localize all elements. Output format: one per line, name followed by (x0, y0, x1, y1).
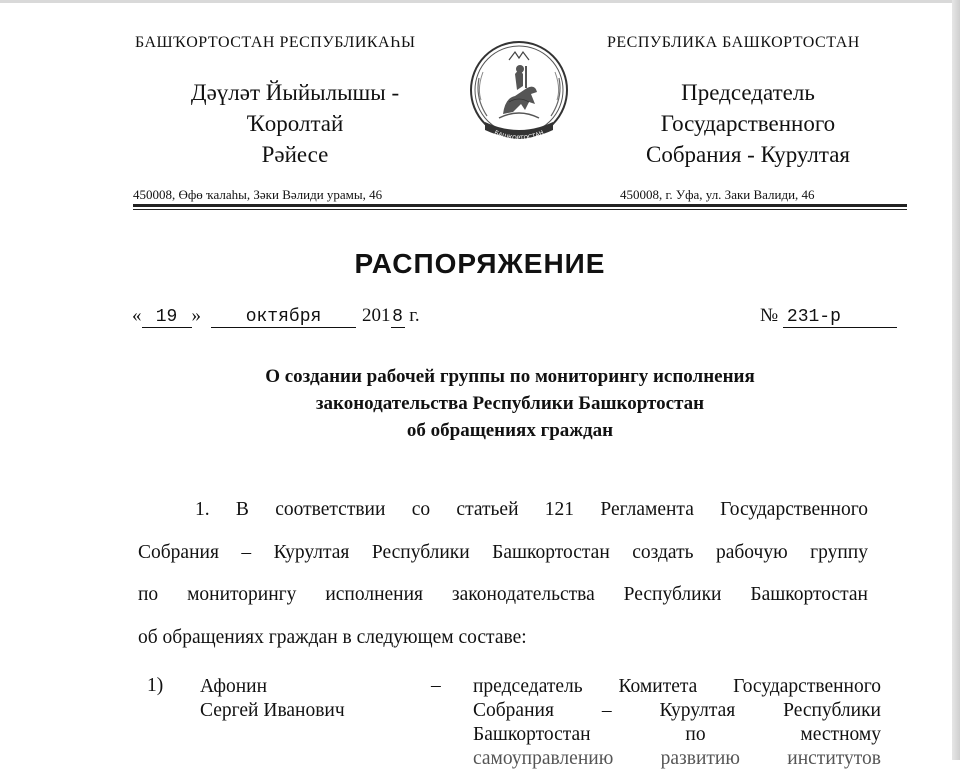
header-right-title-line: Собрания - Курултая (645, 142, 850, 167)
document-date (132, 305, 420, 328)
header-right-title-line: Государственного (660, 111, 836, 136)
date-day: 19 (142, 307, 192, 328)
document-number-value: 231-р (783, 307, 897, 328)
header-right-republic: РЕСПУБЛИКА БАШКОРТОСТАН (607, 34, 860, 51)
header-left-address: 450008, Өфө ҡалаһы, Зәки Вәлиди урамы, 46 (133, 187, 383, 202)
member-name (200, 675, 345, 723)
header-divider-thick (133, 204, 907, 207)
paragraph-line: об обращениях граждан в следующем составе: (138, 626, 527, 648)
member-name-line: Сергей Иванович (200, 700, 345, 721)
coat-of-arms-icon (465, 38, 573, 150)
document-type-heading: РАСПОРЯЖЕНИЕ (354, 248, 606, 279)
document-subject (130, 363, 890, 444)
date-year-prefix: 201 (362, 305, 391, 326)
header-left-republic: БАШҠОРТОСТАН РЕСПУБЛИКАҺЫ (135, 34, 416, 51)
member-dash: – (431, 675, 441, 696)
member-position-line: самоуправлению развитию институтов (473, 748, 881, 769)
date-close-quote: » (191, 305, 201, 326)
paragraph-line: Собрания – Курултая Республики Башкортостан создать рабочую группу (138, 541, 868, 563)
header-right-address: 450008, г. Уфа, ул. Заки Валиди, 46 (620, 187, 815, 202)
document-number-label: № (760, 305, 779, 326)
header-left-title (130, 77, 460, 170)
subject-line: об обращениях граждан (406, 420, 614, 441)
date-month: октября (211, 307, 356, 328)
member-position (473, 675, 881, 771)
paragraph-line: 1. В соответствии со статьей 121 Регламента Государственного (195, 499, 868, 520)
scan-edge-right (952, 0, 960, 760)
date-year-suffix: г. (409, 305, 420, 326)
member-number: 1) (147, 675, 164, 696)
header-divider-thin (133, 209, 907, 210)
member-position-line: Собрания – Курултая Республики (473, 700, 881, 721)
member-position-line: председатель Комитета Государственного (473, 676, 881, 697)
subject-line: О создании рабочей группы по мониторингу исполнения (265, 366, 755, 387)
member-name-line: Афонин (200, 676, 268, 697)
emblem-ribbon-text: БАШКОРТОСТАН (493, 129, 545, 143)
document-number (760, 305, 897, 328)
header-left-title-line: Рәйесе (261, 142, 329, 167)
header-right-title (598, 77, 898, 170)
header-left-title-line: Дәүләт Йыйылышы - (190, 80, 400, 105)
subject-line: законодательства Республики Башкортостан (315, 393, 705, 414)
paragraph-line: по мониторингу исполнения законодательства Республики Башкортостан (138, 584, 868, 605)
date-year-digit: 8 (392, 307, 403, 327)
date-open-quote: « (132, 305, 142, 326)
header-right-title-line: Председатель (681, 80, 815, 105)
scan-edge-top (0, 0, 960, 3)
header-left-title-line: Ҡоролтай (246, 111, 344, 136)
document-paragraph (138, 489, 868, 659)
member-position-line: Башкортостан по местному (473, 724, 881, 745)
